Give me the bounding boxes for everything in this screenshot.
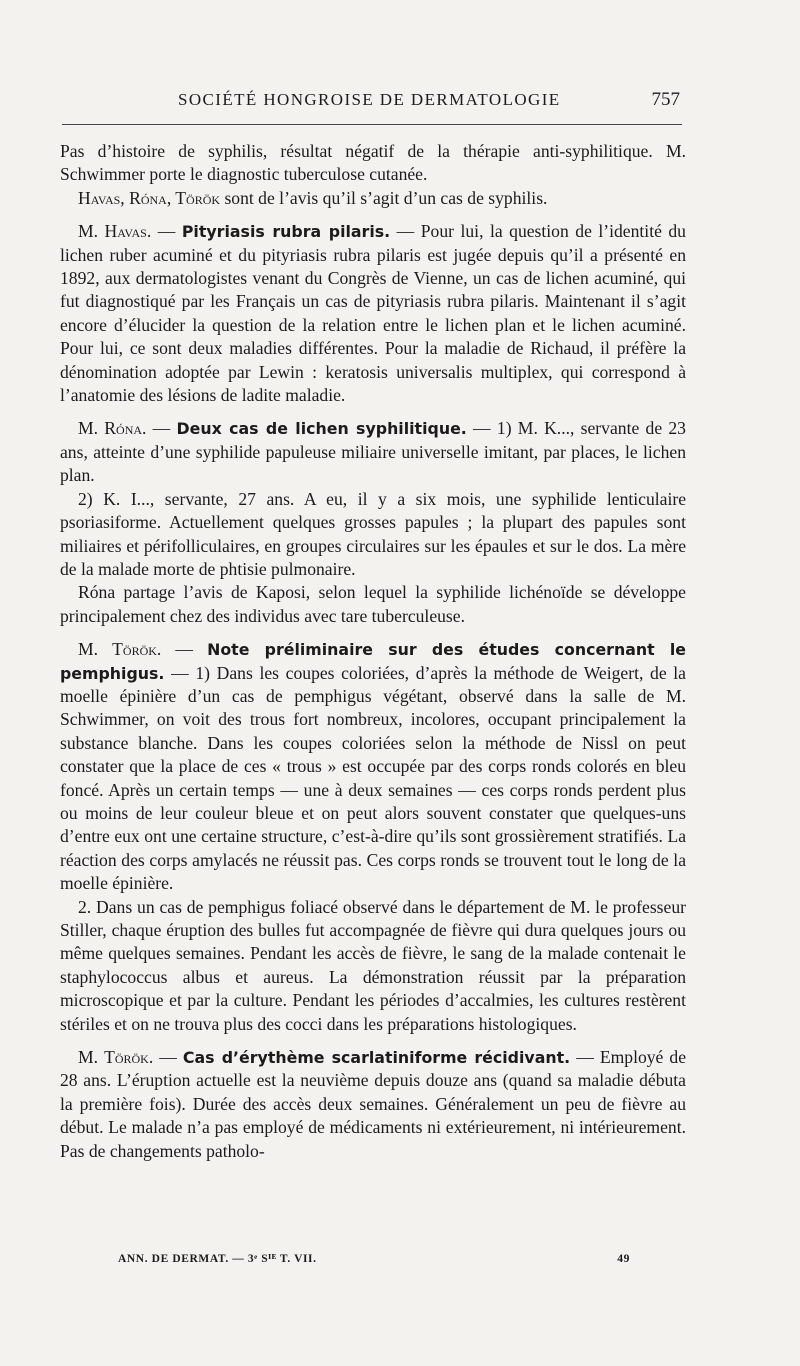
page-footer bbox=[118, 1253, 630, 1275]
section-torok-erytheme bbox=[60, 1046, 686, 1163]
paragraph-text: Pas d’histoire de syphilis, résultat négatif de la thérapie anti-syphilitique. M. Schwimmer porte le diagnostic tuberculose cutanée. bbox=[60, 141, 686, 185]
author-prefix: M. bbox=[78, 221, 105, 242]
paragraph-text: sont de l’avis qu’il s’agit d’un cas de syphilis. bbox=[220, 187, 548, 208]
author-name: Török bbox=[112, 639, 157, 660]
paragraph-text: Róna partage l’avis de Kaposi, selon lequel la syphilide lichénoïde se développe principalement chez des individus avec tare tuberculeuse. bbox=[60, 582, 686, 626]
section-title: Pityriasis rubra pilaris. bbox=[181, 222, 391, 242]
paragraph-text: — 1) M. K..., servante de 23 ans, atteinte d’une syphilide papuleuse miliaire universelle imitant, par places, le lichen plan. bbox=[60, 418, 686, 486]
paragraph bbox=[60, 896, 686, 1036]
paragraph bbox=[60, 187, 686, 210]
paragraph-text: — 1) Dans les coupes coloriées, d’après la méthode de Weigert, de la moelle épinière d’un cas de pemphigus végétant, observé dans la salle de M. Schwimmer, on voit des trous fort nombreux, incolores, occupant principalement la substance blanche. Dans les coupes coloriées selon la méthode de Nissl on peut constater que la place de ces « trous » est occupée par des corps ronds colorés en bleu foncé. Après un certain temps — une à deux semaines — ces corps ronds perdent plus ou moins de leur couleur bleue et on peut alors souvent constater que quelques-uns d’entre eux ont une certaine structure, c’est-à-dire qu’ils sont grossièrement stratifiés. La réaction des corps amylacés ne réussit pas. Ces corps ronds se trouvent tout le long de la moelle épinière. bbox=[60, 662, 686, 894]
separator: . — bbox=[156, 639, 208, 660]
author-name: Havas bbox=[104, 221, 147, 242]
separator: . — bbox=[148, 1047, 183, 1068]
paragraph-text: — Employé de 28 ans. L’éruption actuelle est la neuvième depuis douze ans (quand sa maladie débuta la première fois). Durée des accès deux semaines. Généralement un peu de fièvre au début. Le malade n’a pas employé de médicaments ni extérieurement, ni intérieurement. Pas de changements patholo- bbox=[60, 1047, 687, 1161]
author-prefix: M. bbox=[78, 418, 105, 439]
paragraph bbox=[60, 140, 686, 187]
section-havas bbox=[60, 220, 686, 407]
paragraph-text: — Pour lui, la question de l’identité du lichen ruber acuminé et du pityriasis rubra pilaris est jugée depuis qu’il a présenté en 1892, aux dermatologistes venant du Congrès de Vienne, un cas de lichen acuminé, qui fut diagnostiqué par les Français un cas de pityriasis rubra pilaris. Maintenant il s’agit encore d’élucider la question de la relation entre le lichen plan et le lichen acuminé. Pour lui, ce sont deux maladies différentes. Pour la maladie de Richaud, il préfère la dénomination adoptée par Lewin : keratosis universalis multiplex, qui correspond à l’anatomie des lésions de ladite maladie. bbox=[60, 221, 686, 406]
running-head bbox=[60, 86, 686, 114]
separator: . — bbox=[142, 418, 177, 439]
paragraph-text: 2. Dans un cas de pemphigus foliacé observé dans le département de M. le professeur Stiller, chaque éruption des bulles fut accompagnée de fièvre qui dura quelques jours ou même quelques semaines. Pendant les accès de fièvre, le sang de la malade contenait le staphylococcus albus et aureus. La démonstration réussit par la préparation microscopique et par la culture. Pendant les périodes d’accalmies, les cultures restèrent stériles et on ne trouva plus des cocci dans les préparations histologiques. bbox=[60, 896, 686, 1034]
sheet-signature: 49 bbox=[617, 1253, 630, 1265]
section-title: Cas d’érythème scarlatiniforme récidivant. bbox=[182, 1048, 571, 1068]
author-prefix: M. bbox=[78, 639, 113, 660]
author-names: Havas, Róna, Török bbox=[78, 187, 221, 208]
page-body bbox=[60, 140, 686, 1163]
paragraph-text: 2) K. I..., servante, 27 ans. A eu, il y a six mois, une syphilide lenticulaire psoriasiforme. Actuellement quelques grosses papules ; la plupart des papules sont miliaires et périfolliculaires, en groupes circulaires sur les épaules et sur le dos. La mère de la malade morte de phtisie pulmonaire. bbox=[60, 488, 686, 579]
author-name: Róna bbox=[104, 418, 143, 439]
section-torok-pemphigus bbox=[60, 638, 686, 895]
separator: . — bbox=[146, 221, 182, 242]
author-name: Török bbox=[104, 1047, 149, 1068]
page-number: 757 bbox=[651, 89, 680, 110]
section-title: Deux cas de lichen syphilitique. bbox=[176, 419, 467, 439]
paragraph bbox=[60, 581, 686, 628]
section-rona bbox=[60, 417, 686, 487]
journal-reference: ANN. DE DERMAT. — 3ᵉ Sᴵᴱ T. VII. bbox=[118, 1253, 317, 1265]
paragraph bbox=[60, 488, 686, 582]
header-rule bbox=[62, 124, 682, 125]
section-title: Note préliminaire sur des études concernant le pemphigus. bbox=[60, 640, 686, 683]
author-prefix: M. bbox=[78, 1047, 105, 1068]
running-title: SOCIÉTÉ HONGROISE DE DERMATOLOGIE bbox=[178, 90, 561, 109]
